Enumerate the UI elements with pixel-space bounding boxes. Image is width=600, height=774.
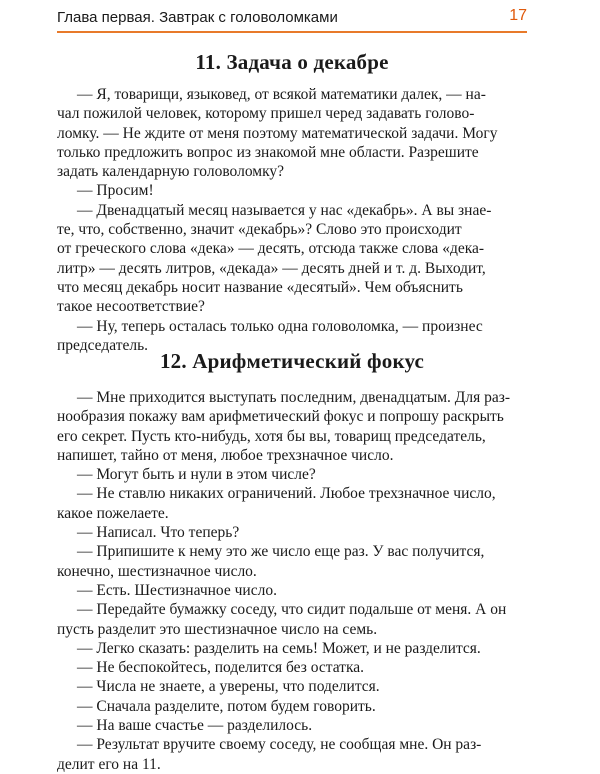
text-line: — Не ставлю никаких ограничений. Любое трехзначное число, bbox=[77, 485, 496, 503]
text-line: напишет, тайно от меня, любое трехзначное число. bbox=[57, 446, 394, 464]
text-line: председатель. bbox=[57, 336, 149, 354]
text-line: литр» — десять литров, «декада» — десять дней и т. д. Выходит, bbox=[57, 259, 486, 277]
text-line: — Мне приходится выступать последним, двенадцатым. Для раз- bbox=[77, 389, 511, 406]
chapter-title: Глава первая. Завтрак с головоломками bbox=[57, 9, 338, 26]
text-line: ломку. — Не ждите от меня поэтому математической задачи. Могу bbox=[57, 124, 498, 142]
text-line: — Могут быть и нули в этом числе? bbox=[77, 466, 316, 484]
section-11-body bbox=[57, 85, 527, 355]
text-line: конечно, шестизначное число. bbox=[57, 562, 257, 580]
text-line: какое пожелаете. bbox=[57, 504, 169, 522]
section-11-title: 11. Задача о декабре bbox=[195, 50, 389, 74]
text-line: те, что, собственно, значит «декабрь»? Слово это происходит bbox=[57, 221, 462, 239]
text-line: — Я, товарищи, языковед, от всякой математики далек, — на- bbox=[77, 86, 486, 103]
text-line: что месяц декабрь носит название «десятый». Чем объяснить bbox=[57, 278, 463, 296]
text-line: — Написал. Что теперь? bbox=[77, 524, 240, 542]
text-line: — Легко сказать: разделить на семь! Может, и не разделится. bbox=[77, 639, 481, 657]
text-line: — На ваше счастье — разделилось. bbox=[77, 717, 313, 735]
text-line: — Передайте бумажку соседу, что сидит подальше от меня. А он bbox=[77, 601, 507, 619]
text-line: задать календарную головоломку? bbox=[57, 163, 285, 181]
running-header bbox=[57, 7, 527, 31]
text-line: — Числа не знаете, а уверены, что поделится. bbox=[77, 678, 380, 696]
header-rule bbox=[57, 31, 527, 33]
text-line: — Просим! bbox=[77, 182, 154, 200]
text-line: только предложить вопрос из знакомой мне области. Разрешите bbox=[57, 143, 479, 161]
text-line: — Припишите к нему это же число еще раз. У вас получится, bbox=[77, 543, 485, 561]
text-line: нообразия покажу вам арифметический фокус и попрошу раскрыть bbox=[57, 408, 504, 426]
section-12-body bbox=[57, 388, 527, 774]
text-line: — Ну, теперь осталась только одна головоломка, — произнес bbox=[77, 317, 483, 335]
text-line: чал пожилой человек, которому пришел черед задавать голово- bbox=[57, 105, 475, 123]
text-line: — Двенадцатый месяц называется у нас «декабрь». А вы знае- bbox=[77, 201, 492, 219]
text-line: пусть разделит это шестизначное число на семь. bbox=[57, 620, 378, 638]
text-line: такое несоответствие? bbox=[57, 298, 205, 316]
text-line: — Не беспокойтесь, поделится без остатка. bbox=[77, 659, 364, 677]
text-line: — Сначала разделите, потом будем говорить. bbox=[77, 697, 376, 715]
text-line: от греческого слова «дека» — десять, отсюда также слова «дека- bbox=[57, 240, 485, 258]
text-line: его секрет. Пусть кто-нибудь, хотя бы вы, товарищ председатель, bbox=[57, 427, 486, 445]
text-line: делит его на 11. bbox=[57, 755, 161, 773]
page-number: 17 bbox=[509, 7, 527, 24]
section-12-title: 12. Арифметический фокус bbox=[159, 349, 425, 373]
text-line: — Есть. Шестизначное число. bbox=[77, 581, 277, 599]
text-line: — Результат вручите своему соседу, не сообщая мне. Он раз- bbox=[77, 736, 482, 754]
